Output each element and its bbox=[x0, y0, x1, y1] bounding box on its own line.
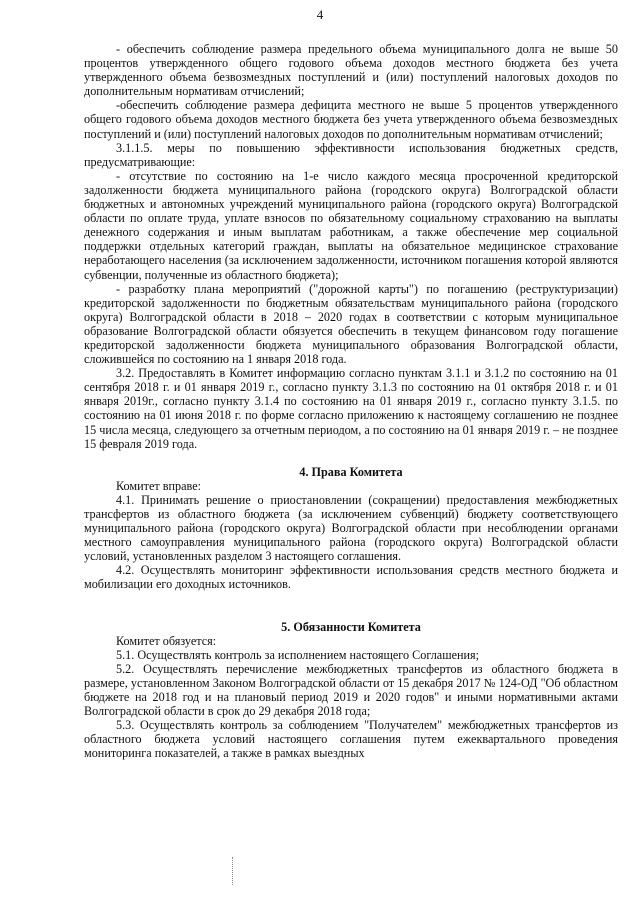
paragraph-4-1: 4.1. Принимать решение о приостановлении (сокращении) предоставления межбюджетных трансфертов из областного бюджета (за исключением субвенций) бюджету соответствующего муниципального района (городского округа) Волгоградской области при несоблюдении органами местного самоуправления муниципального района (городского округа) Волгоградской области условий, установленных разделом 3 настоящего соглашения. bbox=[84, 492, 618, 564]
section-5-title: 5. Обязанности Комитета bbox=[281, 619, 421, 634]
paragraph-4-2: 4.2. Осуществлять мониторинг эффективности использования средств местного бюджета и мобилизации его доходных источников. bbox=[84, 563, 618, 592]
section-4-intro: Комитет вправе: bbox=[116, 478, 201, 493]
paragraph-5-3: 5.3. Осуществлять контроль за соблюдением "Получателем" межбюджетных трансфертов из областного бюджета условий настоящего соглашения путем ежеквартального проведения мониторинга показателей, а также в рамках выездных bbox=[84, 718, 618, 761]
paragraph-3-2: 3.2. Предоставлять в Комитет информацию согласно пунктам 3.1.1 и 3.1.2 по состоянию на 01 сентября 2018 г. и 01 января 2019 г., согласно пункту 3.1.3 по состоянию на 01 октября 2018 г. и 01 января 2019г., согласно пункту 3.1.4 по состоянию на 01 января 2019 г., согласно пункту 3.1.5. по состоянию на 01 июня 2018 г. по форме согласно приложению к настоящему соглашению не позднее 15 числа месяца, следующего за отчетным периодом, а по состоянию на 01 января 2019 г. – не позднее 15 февраля 2019 года. bbox=[84, 366, 618, 451]
paragraph-3-1-1-5: 3.1.1.5. меры по повышению эффективности использования бюджетных средств, предусматривающие: bbox=[84, 140, 618, 169]
paragraph-debt-limit: - обеспечить соблюдение размера предельного объема муниципального долга не выше 50 процентов утвержденного общего годового объема доходов местного бюджета без учета утвержденного объема безвозмездных поступлений и (или) поступлений налоговых доходов по дополнительным нормативам отчислений; bbox=[84, 42, 618, 99]
scan-artifact-mark bbox=[232, 857, 235, 885]
section-4-title: 4. Права Комитета bbox=[299, 464, 403, 479]
paragraph-deficit-limit: -обеспечить соблюдение размера дефицита местного не выше 5 процентов утвержденного общего годового объема доходов местного бюджета без учета утвержденного объема безвозмездных поступлений и (или) поступлений налоговых доходов по дополнительным нормативам отчислений; bbox=[84, 98, 618, 141]
paragraph-no-arrears: - отсутствие по состоянию на 1-е число каждого месяца просроченной кредиторской задолженности бюджета муниципального района (городского округа) Волгоградской области бюджетных и автономных учреждений муниципального района (городского округа) Волгоградской области по оплате труда, уплате взносов по обязательному социальному страхованию на выплаты денежного содержания и иным выплатам работникам, а также обеспечение мер социальной поддержки отдельных категорий граждан, выплаты на обязательное медицинское страхование неработающего населения (за исключением задолженности, источником погашения которой являются субвенции, полученные из областного бюджета); bbox=[84, 168, 618, 282]
paragraph-5-2: 5.2. Осуществлять перечисление межбюджетных трансфертов из областного бюджета в размере, установленном Законом Волгоградской области от 15 декабря 2017 № 124-ОД "Об областном бюджете на 2018 год и на плановый период 2019 и 2020 годов" и иными нормативными актами Волгоградской области в срок до 29 декабря 2018 года; bbox=[84, 661, 618, 719]
section-5-intro: Комитет обязуется: bbox=[116, 633, 217, 648]
page-number: 4 bbox=[316, 7, 324, 22]
paragraph-5-1: 5.1. Осуществлять контроль за исполнением настоящего Соглашения; bbox=[116, 647, 480, 662]
paragraph-roadmap: - разработку плана мероприятий ("дорожной карты") по погашению (реструктуризации) кредиторской задолженности по бюджетным обязательствам муниципального района (городского округа) Волгоградской области в 2018 – 2020 годах в соответствии с которым муниципальное образование Волгоградской области обязуется обеспечить в текущем финансовом году погашение кредиторской задолженности бюджета муниципального образования Волгоградской области, сложившейся по состоянию на 1 января 2018 года. bbox=[84, 281, 618, 367]
document-body bbox=[84, 42, 618, 761]
